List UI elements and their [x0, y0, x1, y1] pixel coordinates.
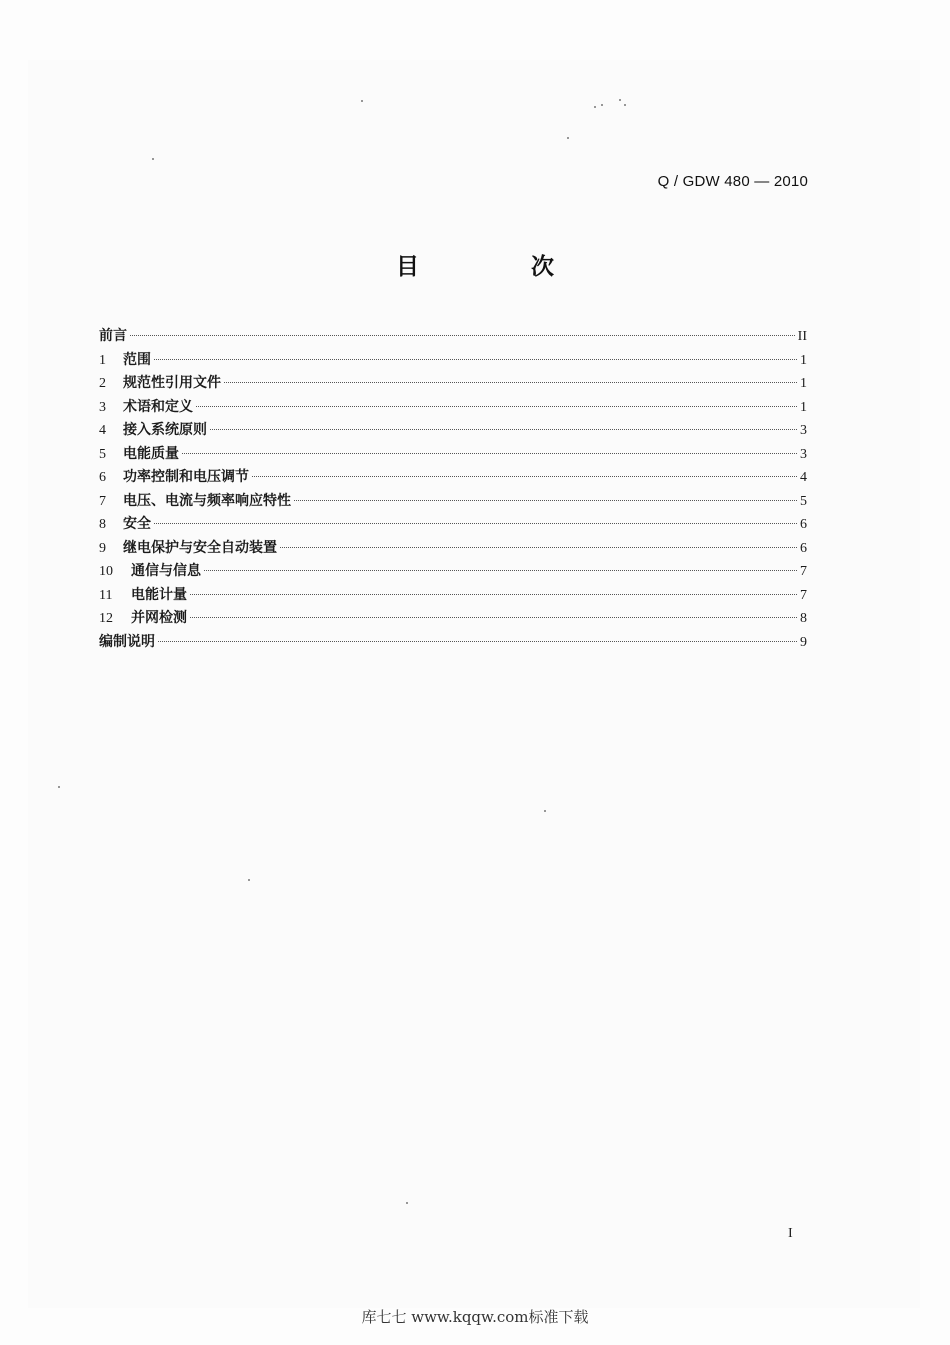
footer-watermark: 库七七 www.kqqw.com标准下载: [361, 1308, 589, 1326]
toc-entry-page: 7: [800, 587, 807, 603]
toc-entry-number: 7: [99, 493, 106, 509]
toc-entry-page: 1: [800, 352, 807, 368]
scan-speck: [58, 786, 60, 788]
toc-entry-page: 6: [800, 517, 807, 532]
toc-entry-number: 12: [99, 611, 113, 626]
dot-leader: [154, 359, 797, 360]
toc-entry-number: 9: [99, 540, 106, 556]
toc-entry-label: 继电保护与安全自动装置: [123, 539, 277, 556]
toc-entry[interactable]: [99, 396, 807, 420]
toc-entry-page: 7: [800, 564, 807, 579]
toc-entry-label: 编制说明: [99, 633, 155, 650]
dot-leader: [294, 500, 797, 501]
toc-entry-page: II: [797, 329, 807, 344]
toc-entry[interactable]: [99, 631, 807, 655]
toc-entry-number: 8: [99, 517, 106, 532]
scan-speck: [619, 99, 621, 101]
dot-leader: [204, 570, 797, 571]
toc-entry-page: 5: [800, 493, 807, 509]
toc-entry-page: 8: [800, 611, 807, 626]
scan-speck: [152, 158, 154, 160]
toc-entry-label: 电压、电流与频率响应特性: [123, 492, 291, 509]
toc-entry-label: 前言: [99, 328, 127, 344]
toc-entry-label: 通信与信息: [131, 563, 201, 579]
document-code: Q / GDW 480 — 2010: [657, 173, 808, 190]
dot-leader: [210, 429, 797, 430]
scan-speck: [248, 879, 250, 881]
toc-entry-number: 5: [99, 446, 106, 462]
dot-leader: [182, 453, 797, 454]
dot-leader: [252, 476, 797, 477]
toc-entry-page: 6: [800, 540, 807, 556]
scan-speck: [406, 1202, 408, 1204]
toc-entry-number: 4: [99, 423, 106, 438]
toc-entry-label: 规范性引用文件: [123, 375, 221, 391]
toc-entry-label: 功率控制和电压调节: [123, 469, 249, 485]
dot-leader: [158, 641, 797, 642]
scan-speck: [567, 137, 569, 139]
scan-speck: [594, 106, 596, 108]
toc-entry[interactable]: [99, 607, 807, 631]
dot-leader: [190, 594, 797, 595]
dot-leader: [196, 406, 797, 407]
toc-entry-page: 3: [800, 423, 807, 438]
toc-entry[interactable]: [99, 560, 807, 584]
toc-entry-label: 接入系统原则: [123, 422, 207, 438]
toc-entry-number: 6: [99, 470, 106, 485]
toc-entry[interactable]: [99, 466, 807, 490]
page-title: 目 次: [395, 254, 606, 280]
toc-entry-page: 1: [800, 399, 807, 415]
toc-entry-label: 范围: [123, 351, 151, 368]
toc-entry[interactable]: [99, 443, 807, 467]
toc-entry[interactable]: [99, 419, 807, 443]
dot-leader: [224, 382, 797, 383]
toc-entry-page: 1: [800, 376, 807, 391]
scan-speck: [544, 810, 546, 812]
scan-speck: [624, 104, 626, 106]
toc-entry[interactable]: [99, 349, 807, 373]
toc-entry-number: 2: [99, 376, 106, 391]
toc-entry-label: 电能质量: [123, 445, 179, 462]
toc-entry-number: 11: [99, 587, 113, 603]
scan-speck: [361, 100, 363, 102]
dot-leader: [280, 547, 797, 548]
toc-entry-page: 9: [800, 634, 807, 650]
toc-entry[interactable]: [99, 584, 807, 608]
toc-entry-label: 安全: [123, 516, 151, 532]
toc-entry[interactable]: [99, 513, 807, 537]
toc-entry-number: 1: [99, 352, 106, 368]
dot-leader: [130, 335, 795, 336]
toc-entry-number: 10: [99, 564, 113, 579]
toc-entry[interactable]: [99, 325, 807, 349]
page-number: I: [788, 1226, 793, 1241]
toc-entry[interactable]: [99, 490, 807, 514]
toc-entry-label: 术语和定义: [123, 398, 193, 415]
toc-entry-page: 4: [800, 470, 807, 485]
toc-entry[interactable]: [99, 372, 807, 396]
dot-leader: [154, 523, 797, 524]
toc-entry-number: 3: [99, 399, 106, 415]
dot-leader: [190, 617, 797, 618]
scan-speck: [601, 104, 603, 106]
toc-entry[interactable]: [99, 537, 807, 561]
table-of-contents: [99, 325, 807, 654]
toc-entry-label: 并网检测: [131, 610, 187, 626]
toc-entry-page: 3: [800, 446, 807, 462]
toc-entry-label: 电能计量: [131, 586, 187, 603]
